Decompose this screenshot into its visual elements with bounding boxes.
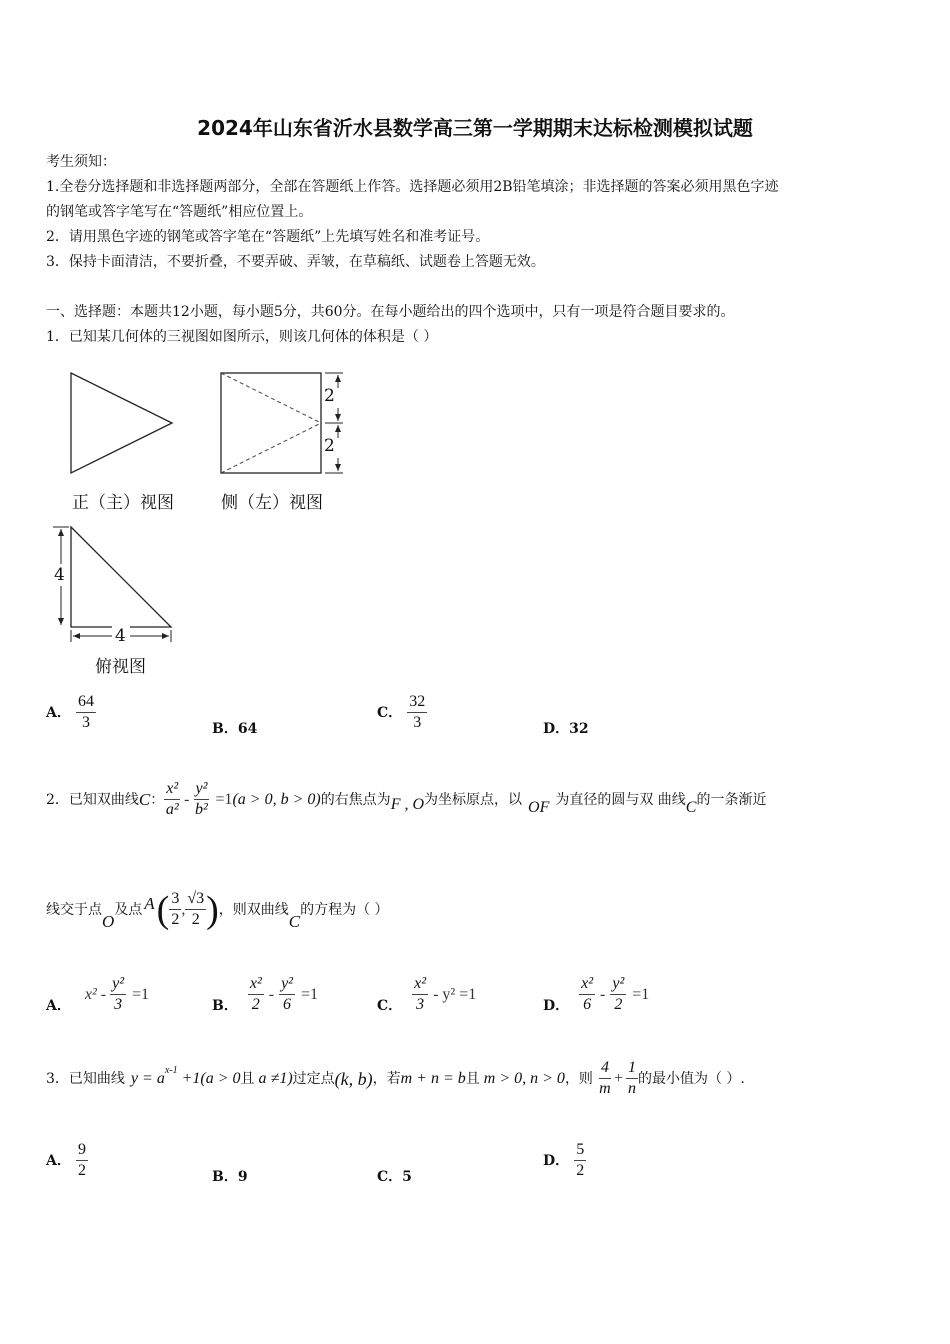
q3-option-a[interactable]: A． $\frac{9}{2}$ [46,1141,86,1179]
q3-stem: 3．已知曲线 y = a x-1 +1(a > 0 且 a ≠1) 过定点 (k, b) ，若 m + n = b 且 m > 0, n > 0 ，则 $\frac{4}{m}$ + $\frac{1}{n}$ 的最小值为（ ）. [46,1059,745,1097]
q3-option-b[interactable]: B．9 [212,1169,248,1185]
side-view-square [221,373,321,473]
q3-option-c[interactable]: C．5 [377,1169,412,1185]
q3-option-a-fraction: $\frac{9}{2}$ [77,1141,86,1179]
section-heading: 一、选择题：本题共12小题，每小题5分，共60分。在每小题给出的四个选项中，只有一项是符合题目要求的。 [46,304,735,320]
q1-option-a-fraction: $\frac{64}{3}$ [77,693,94,731]
q1-option-c-fraction: $\frac{32}{3}$ [409,693,426,731]
q3-option-d[interactable]: D． $\frac{5}{2}$ [543,1141,585,1179]
side-view-caption: 侧（左）视图 [221,493,323,513]
front-view-triangle [71,373,172,473]
q2-option-b[interactable]: B． $\frac{\text{x²}}{2}$ - $\frac{\text{y²}}{6}$ =1 [212,975,319,1014]
top-view-triangle [71,527,171,627]
q3-option-d-fraction: $\frac{5}{2}$ [576,1141,585,1179]
notice-item-2: 2．请用黑色字迹的钢笔或答字笔在“答题纸”上先填写姓名和准考证号。 [46,229,490,245]
front-view-caption: 正（主）视图 [72,493,174,513]
dim-label-4-vertical: 4 [54,565,65,585]
q1-option-d[interactable]: D．32 [543,721,589,737]
q1-three-views-figure [40,360,360,680]
q2-stem-line-2: 线交于点 O 及点 A ( $\frac{3}{2}$ , $\frac{√3}{2}$ ) ，则双曲线 C 的方程为（ ） [46,888,389,931]
q2-option-c[interactable]: C． $\frac{\text{x²}}{3}$ - y² =1 [377,975,477,1014]
q2-stem-line-1: 2．已知双曲线 C ： $\frac{\text{x²}}{\text{a²}}$ - $\frac{\text{y²}}{\text{b²}}$ =1 (a > 0, b > 0) 的右焦点为 F , O 为坐标原点，以 OF 为直径的圆与双 曲线 C 的一条渐近 [46,780,767,818]
page-title: 2024年山东省沂水县数学高三第一学期期末达标检测模拟试题 [197,116,753,140]
q2-option-a[interactable]: A． x² - $\frac{\text{y²}}{3}$ =1 [46,975,150,1014]
notice-item-1-cont: 的钢笔或答字笔写在“答题纸”相应位置上。 [46,204,313,220]
q1-stem: 1．已知某几何体的三视图如图所示，则该几何体的体积是（ ） [46,329,438,345]
notice-item-3: 3．保持卡面清洁，不要折叠，不要弄破、弄皱，在草稿纸、试题卷上答题无效。 [46,254,545,270]
dim-label-4-horizontal: 4 [115,626,126,646]
side-view-hidden-edge-top [221,373,321,423]
side-view-hidden-edge-bottom [221,423,321,473]
dim-label-2-upper: 2 [324,386,335,406]
top-view-caption: 俯视图 [95,657,146,677]
q1-option-c[interactable]: C． $\frac{32}{3}$ [377,693,426,731]
dim-label-2-lower: 2 [324,436,335,456]
notice-item-1: 1.全卷分选择题和非选择题两部分，全部在答题纸上作答。选择题必须用2B铅笔填涂；非选择题的答案必须用黑色字迹 [46,179,779,195]
q2-option-d[interactable]: D． $\frac{\text{x²}}{6}$ - $\frac{\text{y²}}{2}$ =1 [543,975,650,1014]
q1-option-a[interactable]: A． $\frac{64}{3}$ [46,693,94,731]
notice-heading: 考生须知： [46,154,116,170]
q1-option-b[interactable]: B．64 [212,721,258,737]
